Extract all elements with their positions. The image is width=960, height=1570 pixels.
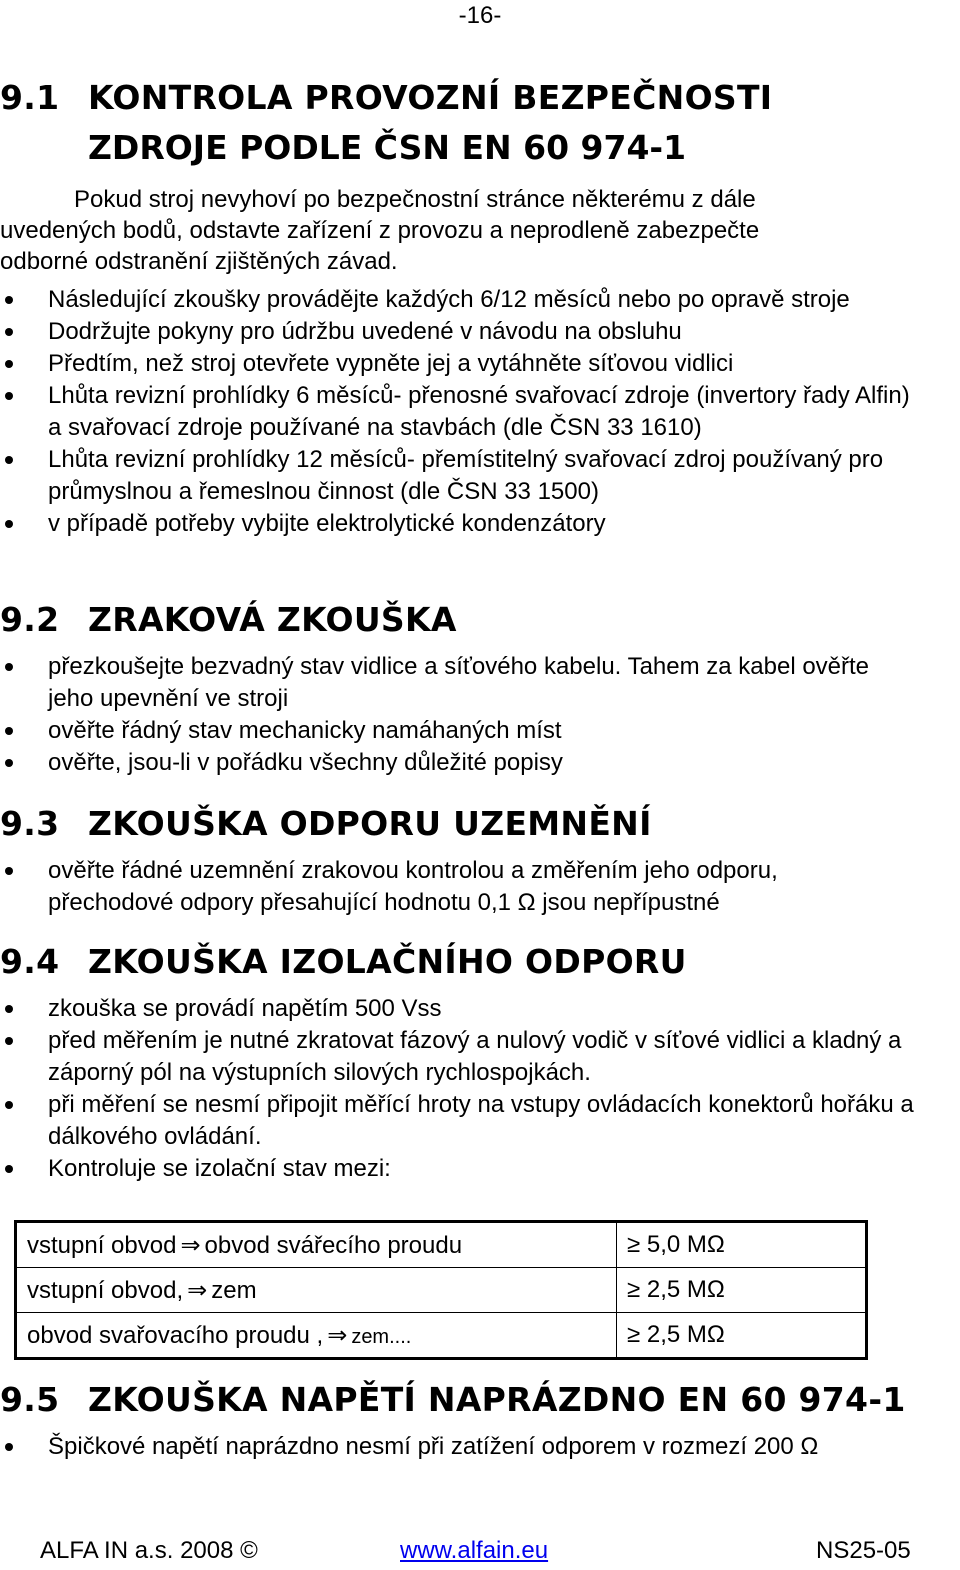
- arrow-icon: ⇒: [180, 1231, 201, 1259]
- list-item: Lhůta revizní prohlídky 6 měsíců- přenosné svařovací zdroje (invertory řady Alfin) a svařovací zdroje používané na stavbách (dle ČSN 33 1610): [0, 380, 920, 444]
- path-from: vstupní obvod: [27, 1231, 177, 1259]
- list-item: ověřte řádné uzemnění zrakovou kontrolou a změřením jeho odporu, přechodové odpory přesahující hodnotu 0,1 Ω jsou nepřípustné: [0, 855, 900, 919]
- path-from: vstupní obvod,: [27, 1276, 184, 1304]
- page-number: -16-: [458, 2, 502, 29]
- section-9-2-heading: [0, 600, 457, 639]
- path-from: obvod svařovacího proudu ,: [27, 1321, 324, 1349]
- section-9-4-list: [0, 993, 920, 1185]
- table-cell-value: ≥ 5,0 MΩ: [617, 1222, 867, 1268]
- table-cell-value: ≥ 2,5 MΩ: [617, 1313, 867, 1359]
- table-cell-path: [16, 1268, 617, 1313]
- section-9-5-list: [0, 1431, 950, 1463]
- section-9-2-list: [0, 651, 910, 779]
- section-number: 9.1: [0, 78, 60, 117]
- list-item: Následující zkoušky provádějte každých 6/12 měsíců nebo po opravě stroje: [0, 284, 920, 316]
- list-item: přezkoušejte bezvadný stav vidlice a síťového kabelu. Tahem za kabel ověřte jeho upevnění ve stroji: [0, 651, 910, 715]
- section-title: KONTROLA PROVOZNÍ BEZPEČNOSTI: [88, 78, 773, 117]
- section-9-1-heading-line2: ZDROJE PODLE ČSN EN 60 974-1: [88, 128, 687, 167]
- list-item: Špičkové napětí naprázdno nesmí při zatížení odporem v rozmezí 200 Ω: [0, 1431, 950, 1463]
- section-title: ZKOUŠKA ODPORU UZEMNĚNÍ: [88, 804, 652, 843]
- arrow-icon: ⇒: [187, 1276, 208, 1304]
- section-title: ZKOUŠKA IZOLAČNÍHO ODPORU: [88, 942, 687, 981]
- list-item: před měřením je nutné zkratovat fázový a nulový vodič v síťové vidlici a kladný a záporný pól na výstupních silových rychlospojkách.: [0, 1025, 920, 1089]
- section-9-1-heading: [0, 78, 772, 117]
- section-title: ZRAKOVÁ ZKOUŠKA: [88, 600, 457, 639]
- table-cell-path: [16, 1313, 617, 1359]
- section-number: 9.4: [0, 942, 60, 981]
- list-item: při měření se nesmí připojit měřící hroty na vstupy ovládacích konektorů hořáku a dálkového ovládání.: [0, 1089, 920, 1153]
- path-to: zem: [211, 1276, 257, 1304]
- table-row: [16, 1222, 867, 1268]
- section-number: 9.5: [0, 1380, 60, 1419]
- intro-line: Pokud stroj nevyhoví po bezpečnostní stránce některému z dále: [74, 186, 756, 213]
- list-item: Lhůta revizní prohlídky 12 měsíců- přemístitelný svařovací zdroj používaný pro průmyslnou a řemeslnou činnost (dle ČSN 33 1500): [0, 444, 920, 508]
- path-to: obvod svářecího proudu: [204, 1231, 463, 1259]
- section-9-3-heading: [0, 804, 652, 843]
- list-item: Kontroluje se izolační stav mezi:: [0, 1153, 920, 1185]
- list-item: Předtím, než stroj otevřete vypněte jej a vytáhněte síťovou vidlici: [0, 348, 920, 380]
- footer-copyright: ALFA IN a.s. 2008 ©: [40, 1537, 258, 1564]
- table-row: [16, 1268, 867, 1313]
- insulation-resistance-table: [14, 1220, 868, 1360]
- table-row: [16, 1313, 867, 1359]
- section-number: 9.3: [0, 804, 60, 843]
- path-to: zem....: [351, 1325, 412, 1348]
- footer-doc-code: NS25-05: [816, 1537, 911, 1564]
- footer-link-wrapper: [400, 1537, 548, 1565]
- table-cell-path: [16, 1222, 617, 1268]
- section-title: ZKOUŠKA NAPĚTÍ NAPRÁZDNO EN 60 974-1: [88, 1380, 906, 1419]
- section-number: 9.2: [0, 600, 60, 639]
- section-9-5-heading: [0, 1380, 906, 1419]
- list-item: v případě potřeby vybijte elektrolytické kondenzátory: [0, 508, 920, 540]
- section-9-4-heading: [0, 942, 687, 981]
- list-item: ověřte řádný stav mechanicky namáhaných míst: [0, 715, 910, 747]
- section-9-3-list: [0, 855, 900, 919]
- website-link[interactable]: www.alfain.eu: [400, 1537, 549, 1564]
- intro-line: uvedených bodů, odstavte zařízení z provozu a neprodleně zabezpečte: [0, 217, 760, 244]
- section-9-1-list: [0, 284, 920, 540]
- intro-line: odborné odstranění zjištěných závad.: [0, 248, 398, 275]
- intro-paragraph: [0, 184, 900, 277]
- list-item: zkouška se provádí napětím 500 Vss: [0, 993, 920, 1025]
- table-cell-value: ≥ 2,5 MΩ: [617, 1268, 867, 1313]
- list-item: ověřte, jsou-li v pořádku všechny důležité popisy: [0, 747, 910, 779]
- list-item: Dodržujte pokyny pro údržbu uvedené v návodu na obsluhu: [0, 316, 920, 348]
- arrow-icon: ⇒: [327, 1321, 348, 1349]
